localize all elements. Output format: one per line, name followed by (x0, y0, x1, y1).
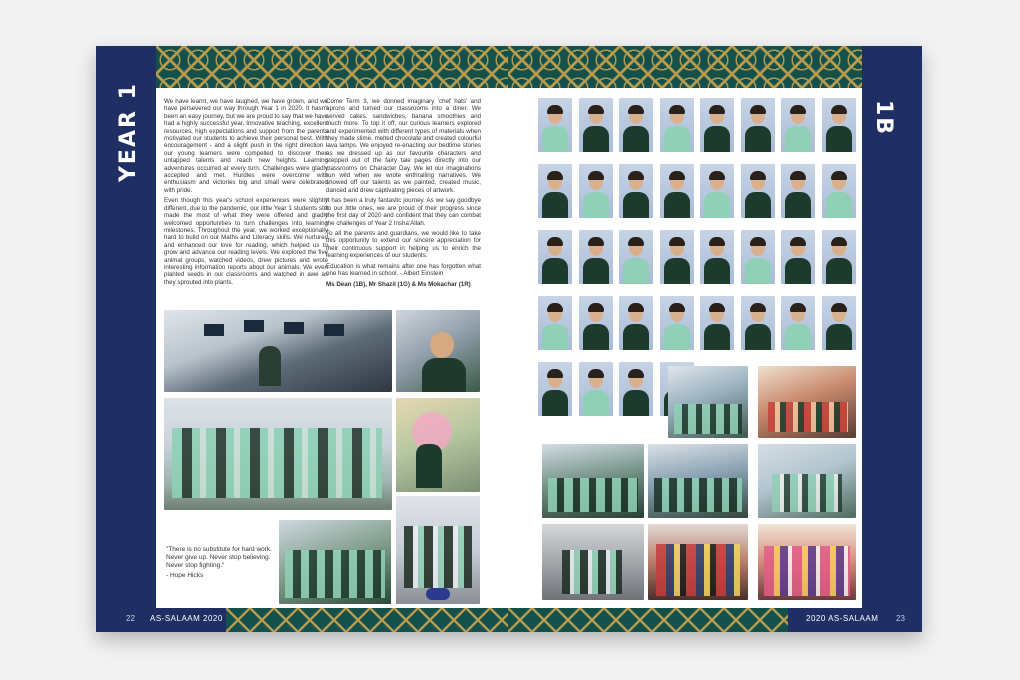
quote-author: - Hope Hicks (166, 572, 204, 579)
paragraph: Even though this year's school experiences were slightly different, due to the pandemic, our little Year 1 students still made the most of what they were offered and gladly welcomed opportunities to turn challenges into learning milestones. Throughout the year, we worked exceptionally hard to build on our Maths and Literacy skills. We nurtured and enhanced our love for reading, which helped us to grow and advance our reading levels. We explored the five animal groups, watched videos, drew pictures and wrote interesting information reports about our animals. We even planted seeds in our classrooms and watched in awe as they sprouted into plants. (164, 197, 328, 286)
classroom-activity-photo (668, 366, 748, 438)
student-portrait (781, 164, 815, 218)
student-portrait (660, 230, 694, 284)
student-portrait (660, 98, 694, 152)
student-portrait (579, 164, 613, 218)
student-portrait (538, 164, 572, 218)
side-title: YEAR 1 (116, 82, 141, 182)
student-portrait (619, 164, 653, 218)
student-portrait (781, 230, 815, 284)
footer-pattern (508, 608, 788, 632)
page-number: 23 (896, 614, 905, 623)
students-carpet-photo (542, 444, 644, 518)
paragraph: Come Term 3, we donned imaginary 'chef hats' and aprons and turned our classrooms into a diner. We served cakes, sandwiches, banana smoothies and much more. To top it off, our curious learners explored and experimented with different types of materials when they made slime, melted chocolate and created colourful lava lamps. We enjoyed re-enacting our bedtime stories as we dressed up as our favourite characters and stepped out of the fairy tale pages directly into our classrooms on Character Day. We let our imaginations run wild when we wrote enthralling narratives. We showed off our talents as we painted, created music, danced and drew captivating pieces of artwork. (326, 98, 481, 194)
student-portrait (822, 296, 856, 350)
character-day-photo (648, 524, 748, 600)
students-standing-photo (396, 496, 480, 604)
student-portrait (619, 362, 653, 416)
student-portrait (538, 98, 572, 152)
student-portrait (700, 164, 734, 218)
quote-line: Never stop fighting." (166, 562, 225, 569)
paragraph: Education is what remains after one has forgotten what one has learned in school. - Albert Einstein (326, 262, 481, 277)
student-portrait (700, 98, 734, 152)
footer-title: 2020 AS-SALAAM (806, 614, 879, 623)
quote-block (166, 546, 276, 580)
left-page (96, 46, 508, 632)
student-portrait (741, 164, 775, 218)
student-portrait (822, 230, 856, 284)
students-hallway-photo (542, 524, 644, 600)
student-portrait (579, 98, 613, 152)
student-portrait (538, 296, 572, 350)
student-portrait (781, 296, 815, 350)
student-portrait (822, 164, 856, 218)
footer-title: AS-SALAAM 2020 (150, 614, 223, 623)
student-portrait (538, 230, 572, 284)
student-portrait (538, 362, 572, 416)
student-portrait (579, 230, 613, 284)
quote-line: Never give up. Never stop believing. (166, 554, 271, 561)
text-column-1 (164, 98, 328, 289)
student-portrait (741, 230, 775, 284)
student-portrait (660, 296, 694, 350)
student-portrait (579, 362, 613, 416)
classroom-computers-photo (164, 310, 392, 392)
quote-line: "There is no substitute for hard work. (166, 546, 272, 553)
student-portrait (781, 98, 815, 152)
students-desk-work-photo (758, 444, 856, 518)
student-portrait (822, 98, 856, 152)
yearbook-spread (96, 46, 922, 632)
students-desk-photo (396, 310, 480, 392)
student-portrait (700, 230, 734, 284)
paragraph: To all the parents and guardians, we would like to take this opportunity to extend our sincere appreciation for their continuous support in helping us to enrich the learning experiences of our students. (326, 229, 481, 260)
dress-up-day-photo (758, 524, 856, 600)
side-title: 1B (871, 100, 896, 137)
student-portrait (660, 164, 694, 218)
signature: Ms Dean (1B), Mr Shazil (1G) & Ms Mokachar (1R) (326, 281, 471, 289)
classroom-group-photo (758, 366, 856, 438)
right-page (508, 46, 922, 632)
students-mat-photo (648, 444, 748, 518)
paragraph: It has been a truly fantastic journey. As we say goodbye to our little ones, we are proud of their progress since the first day of 2020 and confident that they can combat the challenges of Year 2 Insha'Allah. (326, 197, 481, 227)
student-portrait (619, 98, 653, 152)
student-portrait (741, 296, 775, 350)
page-number: 22 (126, 614, 135, 623)
student-portrait (619, 296, 653, 350)
student-portrait (579, 296, 613, 350)
text-column-2 (326, 98, 481, 289)
class-group-photo (279, 520, 391, 604)
student-artwork-photo (396, 398, 480, 492)
header-pattern (156, 46, 508, 88)
students-lineup-photo (164, 398, 392, 510)
header-pattern (508, 46, 862, 88)
footer-pattern (226, 608, 508, 632)
paragraph: We have learnt, we have laughed, we have grown, and we have persevered our way through Year 1 in 2020. It hasn't been an easy journey, but we are proud to say that we have had a highly successful year. Innovative teaching, excellent resources, high expectations and support from the parents motivated our students to achieve their personal best. With encouragement - and a slight push in the right direction - our young learners were compelled to discover their untapped talents and reach new heights. Learning adventures occurred at every turn. Challenges were gladly accepted and met. Hurdles were overcome with enthusiasm and victories big and small were celebrated with pride. (164, 98, 328, 194)
student-portrait (700, 296, 734, 350)
student-portrait (741, 98, 775, 152)
student-portrait (619, 230, 653, 284)
